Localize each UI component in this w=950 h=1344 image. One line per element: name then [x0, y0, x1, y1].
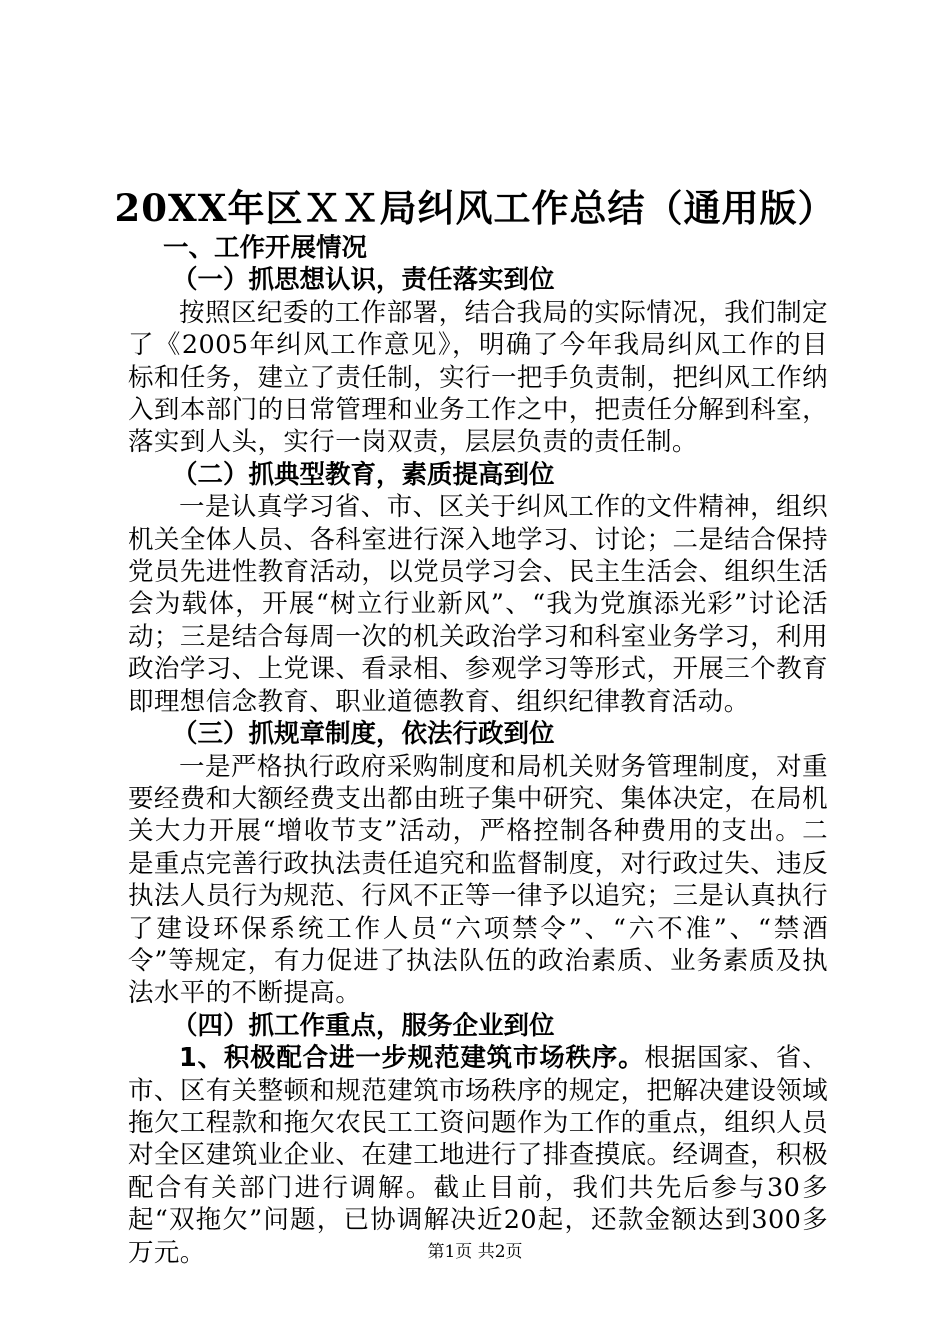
page-footer: 第1页 共2页: [427, 1242, 523, 1262]
paragraph-4-lead: 1、积极配合进一步规范建筑市场秩序。: [179, 1043, 645, 1074]
paragraph-3: 一是严格执行政府采购制度和局机关财务管理制度，对重要经费和大额经费支出都由班子集中研究、集体决定，在局机关大力开展“增收节支”活动，严格控制各种费用的支出。二是重点完善行政执法责任追究和监督制度，对行政过失、违反执法人员行为规范、行风不正等一律予以追究；三是认真执行了建设环保系统工作人员“六项禁令”、“六不准”、“禁酒令”等规定，有力促进了执法队伍的政治素质、业务素质及执法水平的不断提高。: [128, 751, 828, 1009]
paragraph-4: [128, 1042, 828, 1269]
paragraph-2: 一是认真学习省、市、区关于纠风工作的文件精神，组织机关全体人员、各科室进行深入地学习、讨论；二是结合保持党员先进性教育活动，以党员学习会、民主生活会、组织生活会为载体，开展“树立行业新风”、“我为党旗添光彩”讨论活动；三是结合每周一次的机关政治学习和科室业务学习，利用政治学习、上党课、看录相、参观学习等形式，开展三个教育即理想信念教育、职业道德教育、组织纪律教育活动。: [128, 492, 828, 717]
section-heading-work-status: 一、工作开展情况: [163, 233, 368, 263]
paragraph-1: 按照区纪委的工作部署，结合我局的实际情况，我们制定了《2005年纠风工作意见》，明确了今年我局纠风工作的目标和任务，建立了责任制，实行一把手负责制，把纠风工作纳入到本部门的日常管理和业务工作之中，把责任分解到科室，落实到人头，实行一岗双责，层层负责的责任制。: [128, 297, 828, 458]
document-title: 20XX年区ＸＸ局纠风工作总结（通用版）: [114, 186, 836, 230]
paragraph-4-body: 根据国家、省、市、区有关整顿和规范建筑市场秩序的规定，把解决建设领域拖欠工程款和拖欠农民工工资问题作为工作的重点，组织人员对全区建筑业企业、在建工地进行了排查摸底。经调查，积极配合有关部门进行调解。截止目前，我们共先后参与30多起“双拖欠”问题，已协调解决近20起，还款金额达到300多万元。: [128, 1043, 828, 1268]
subsection-heading-3: （三）抓规章制度，依法行政到位: [172, 719, 555, 750]
document-body: [128, 232, 828, 1269]
subsection-heading-1: （一）抓思想认识，责任落实到位: [172, 265, 555, 296]
subsection-heading-2: （二）抓典型教育，素质提高到位: [172, 459, 555, 490]
subsection-heading-4: （四）抓工作重点，服务企业到位: [172, 1010, 555, 1041]
